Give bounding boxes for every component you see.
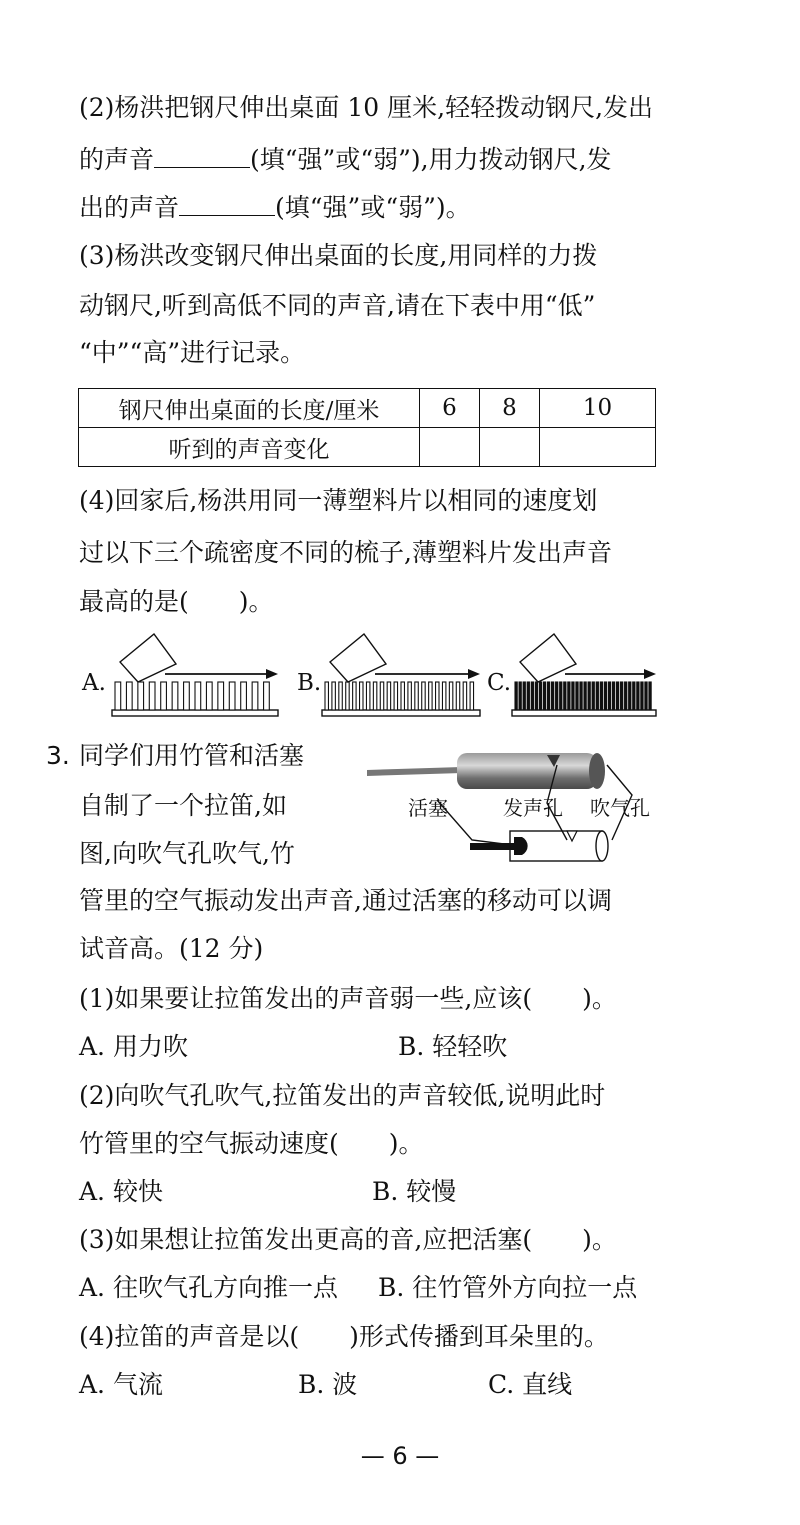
length-cell-6: 6 xyxy=(420,389,480,428)
table-header-cell: 钢尺伸出桌面的长度/厘米 xyxy=(79,389,420,428)
label-piston: 活塞 xyxy=(408,796,448,820)
q2-part3-line1: (3)杨洪改变钢尺伸出桌面的长度,用同样的力拨 xyxy=(79,241,598,270)
q3-p1-option-b[interactable]: B. 轻轻吹 xyxy=(398,1032,508,1061)
q3-p2-line2: 竹管里的空气振动速度( )。 xyxy=(79,1129,424,1158)
q3-p2-option-a[interactable]: A. 较快 xyxy=(79,1177,163,1206)
q2-part2-line2-pre: 的声音 xyxy=(79,145,155,174)
q2-part4-line1: (4)回家后,杨洪用同一薄塑料片以相同的速度划 xyxy=(79,486,598,515)
comb-a-figure[interactable] xyxy=(110,630,280,722)
q3-line5: 试音高。(12 分) xyxy=(79,934,264,963)
q3-number: 3. xyxy=(46,741,70,770)
q3-p3-question: (3)如果想让拉笛发出更高的音,应把活塞( )。 xyxy=(79,1225,617,1254)
piston-rod-icon xyxy=(367,767,462,776)
q3-p3-option-a[interactable]: A. 往吹气孔方向推一点 xyxy=(79,1273,338,1302)
answer-cell-6[interactable] xyxy=(420,428,480,467)
comb-b-figure[interactable] xyxy=(320,630,482,722)
answer-cell-10[interactable] xyxy=(539,428,655,467)
option-a-label: A. xyxy=(82,670,106,696)
q2-part2-line2 xyxy=(79,144,612,176)
q2-part3-line3: “中”“高”进行记录。 xyxy=(79,338,306,367)
page-number: — 6 — xyxy=(360,1442,440,1470)
label-sound-hole: 发声孔 xyxy=(503,796,563,820)
q2-part2-line3-pre: 出的声音 xyxy=(79,193,180,222)
length-cell-8: 8 xyxy=(479,389,539,428)
answer-blank-2[interactable] xyxy=(179,193,275,216)
q3-p4-option-c[interactable]: C. 直线 xyxy=(488,1370,573,1399)
q3-line4: 管里的空气振动发出声音,通过活塞的移动可以调 xyxy=(79,886,612,915)
q2-part2-line3-post: (填“强”或“弱”)。 xyxy=(275,193,471,222)
q2-part2-line2-post: (填“强”或“弱”),用力拨动钢尺,发 xyxy=(250,145,612,174)
option-c-label: C. xyxy=(487,670,512,696)
q3-p4-option-b[interactable]: B. 波 xyxy=(298,1370,358,1399)
bamboo-tube-icon xyxy=(457,753,597,789)
q3-line2: 自制了一个拉笛,如 xyxy=(79,791,287,820)
piston-head-icon xyxy=(514,837,528,855)
comb-c-figure[interactable] xyxy=(510,630,658,722)
answer-blank-1[interactable] xyxy=(154,145,250,168)
q2-part4-line2: 过以下三个疏密度不同的梳子,薄塑料片发出声音 xyxy=(79,538,612,567)
record-table xyxy=(78,388,656,467)
q2-part2-line3 xyxy=(79,192,471,224)
q2-part4-line3: 最高的是( )。 xyxy=(79,587,274,616)
q3-line1: 同学们用竹管和活塞 xyxy=(79,741,305,770)
option-b-label: B. xyxy=(297,670,322,696)
q3-p2-option-b[interactable]: B. 较慢 xyxy=(372,1177,457,1206)
label-blow-hole: 吹气孔 xyxy=(590,796,650,820)
answer-cell-8[interactable] xyxy=(479,428,539,467)
table-row xyxy=(79,428,656,467)
q2-part3-line2: 动钢尺,听到高低不同的声音,请在下表中用“低” xyxy=(79,291,596,320)
q3-p4-question: (4)拉笛的声音是以( )形式传播到耳朵里的。 xyxy=(79,1322,609,1351)
table-row xyxy=(79,389,656,428)
length-cell-10: 10 xyxy=(539,389,655,428)
sound-change-label: 听到的声音变化 xyxy=(79,428,420,467)
q2-part2-line1: (2)杨洪把钢尺伸出桌面 10 厘米,轻轻拨动钢尺,发出 xyxy=(79,93,654,122)
q3-p3-option-b[interactable]: B. 往竹管外方向拉一点 xyxy=(378,1273,638,1302)
q3-p1-question: (1)如果要让拉笛发出的声音弱一些,应该( )。 xyxy=(79,984,617,1013)
q3-p4-option-a[interactable]: A. 气流 xyxy=(79,1370,163,1399)
q3-p2-line1: (2)向吹气孔吹气,拉笛发出的声音较低,说明此时 xyxy=(79,1081,606,1110)
q3-p1-option-a[interactable]: A. 用力吹 xyxy=(79,1032,188,1061)
q3-line3: 图,向吹气孔吹气,竹 xyxy=(79,839,295,868)
